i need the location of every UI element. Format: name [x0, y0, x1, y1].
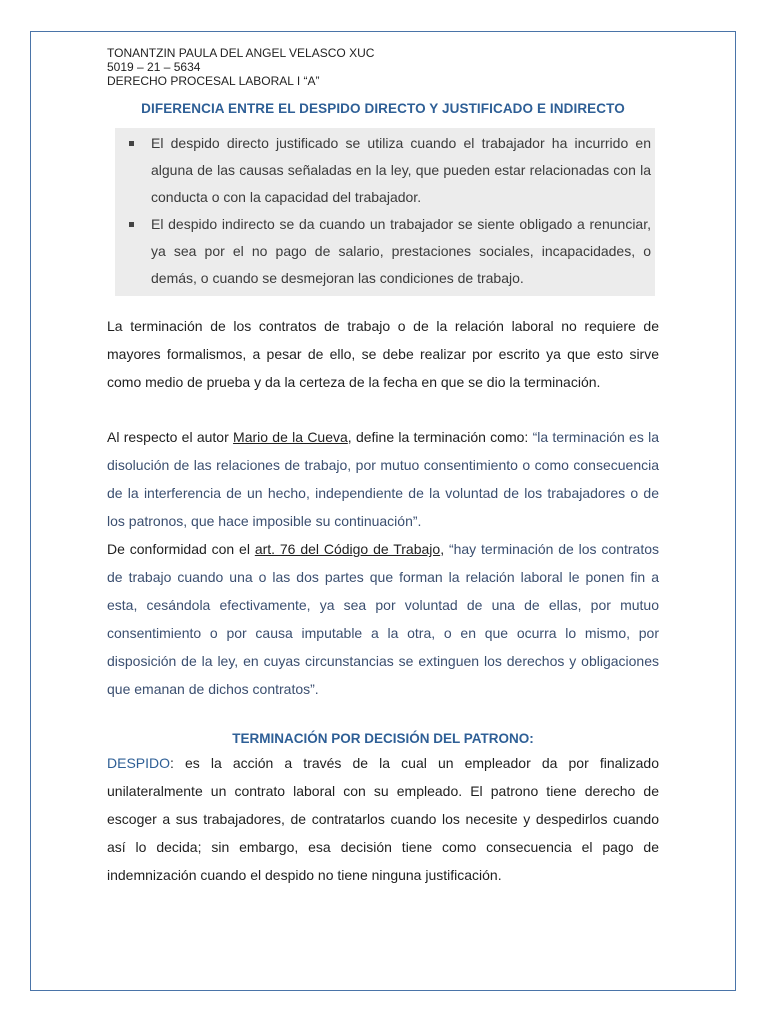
article-link[interactable]: art. 76 del Código de Trabajo [254, 541, 441, 557]
paragraph-intro: Al respecto el autor [107, 429, 234, 445]
square-bullet-icon [129, 141, 134, 146]
bullet-text: El despido directo justificado se utiliza cuando el trabajador ha incurrido en alguna de las causas señaladas en la ley, que pueden estar relacionadas con la conducta o con la capacidad del trabajador. [151, 135, 651, 205]
bullet-list [115, 128, 655, 296]
document-page [30, 31, 736, 991]
document-title: DIFERENCIA ENTRE EL DESPIDO DIRECTO Y JUSTIFICADO E INDIRECTO [141, 101, 625, 116]
bullet-item-direct [115, 130, 655, 211]
student-id: 5019 – 21 – 5634 [107, 60, 201, 74]
despido-text: : es la acción a través de la cual un empleador da por finalizado unilateralmente un contrato laboral con su empleado. El patrono tiene derecho de escoger a sus trabajadores, de contratarlos cuando los necesite y despedirlos cuando así lo decida; sin embargo, esa decisión tiene como consecuencia el pago de indemnización cuando el despido no tiene ninguna justificación. [107, 755, 659, 883]
course-name: DERECHO PROCESAL LABORAL I “A” [107, 74, 320, 88]
paragraph-intro: De conformidad con el [107, 541, 255, 557]
document-content [107, 46, 659, 889]
bullet-text: El despido indirecto se da cuando un trabajador se siente obligado a renunciar, ya sea por el no pago de salario, prestaciones sociales, incapacidades, o demás, o cuando se desmejoran las condiciones de trabajo. [151, 216, 651, 286]
section-subtitle: TERMINACIÓN POR DECISIÓN DEL PATRONO: [232, 731, 534, 746]
definition-quote: “la terminación es la disolución de las relaciones de trabajo, por mutuo consentimiento o como consecuencia de la interferencia de un hecho, independiente de la voluntad de los trabajadores o de los patronos, que hace imposible su continuación”. [107, 429, 659, 529]
bullet-item-indirect [115, 211, 655, 292]
author-name: TONANTZIN PAULA DEL ANGEL VELASCO XUC [107, 46, 375, 60]
square-bullet-icon [129, 222, 134, 227]
paragraph-comma: , [440, 541, 449, 557]
despido-term: DESPIDO [107, 755, 171, 771]
paragraph-article [107, 535, 659, 703]
paragraph-definition [107, 423, 659, 535]
paragraph-middle: , define la terminación como: [347, 429, 533, 445]
article-quote: “hay terminación de los contratos de trabajo cuando una o las dos partes que forman la relación laboral le ponen fin a esta, cesándola efectivamente, ya sea por voluntad de una de ellas, por mutuo consentimiento o por causa imputable a la otra, o en que ocurra lo mismo, por disposición de la ley, en cuyas circunstancias se extinguen los derechos y obligaciones que emanan de dichos contratos”. [107, 541, 659, 697]
paragraph-termination: La terminación de los contratos de trabajo o de la relación laboral no requiere de mayores formalismos, a pesar de ello, se debe realizar por escrito ya que esto sirve como medio de prueba y da la certeza de la fecha en que se dio la terminación. [107, 318, 659, 390]
paragraph-despido [107, 749, 659, 889]
author-link[interactable]: Mario de la Cueva [233, 429, 348, 445]
